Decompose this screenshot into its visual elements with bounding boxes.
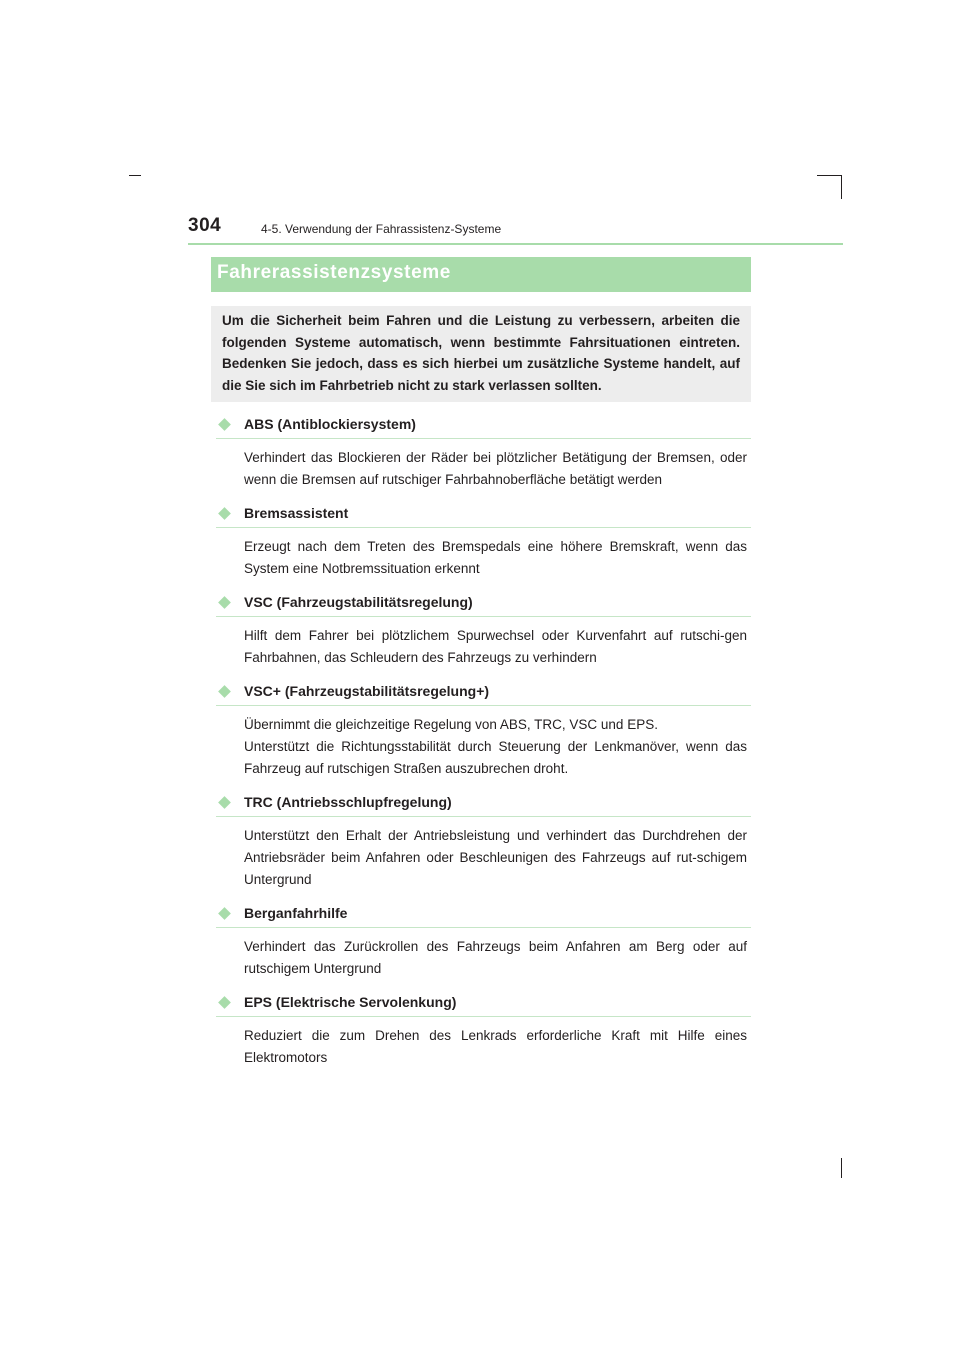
feature-item [216,681,751,780]
feature-title: VSC (Fahrzeugstabilitätsregelung) [244,594,473,610]
feature-heading [216,503,751,528]
feature-item [216,903,751,980]
feature-description-paragraph: Unterstützt die Richtungsstabilität durch Steuerung der Lenkmanöver, wenn das Fahrzeug auf rutschigen Straßen auszubrechen droht. [244,739,747,776]
feature-title: ABS (Antiblockiersystem) [244,416,416,432]
feature-item [216,992,751,1069]
page-title: Fahrerassistenzsysteme [217,262,451,283]
feature-description-paragraph: Reduziert die zum Drehen des Lenkrads erforderliche Kraft mit Hilfe eines Elektromotors [244,1028,747,1065]
crop-mark-top-right-h [817,175,842,176]
feature-title: VSC+ (Fahrzeugstabilitätsregelung+) [244,683,490,699]
diamond-bullet-icon [218,907,231,920]
crop-mark-top-right-v [841,175,842,199]
feature-description [244,714,747,780]
diamond-bullet-icon [218,685,231,698]
feature-heading [216,792,751,817]
feature-description [244,825,747,891]
section-title: 4-5. Verwendung der Fahrassistenz-Systeme [261,222,502,236]
feature-item [216,792,751,891]
intro-text: Um die Sicherheit beim Fahren und die Leistung zu verbessern, arbeiten die folgenden Systeme automatisch, wenn bestimmte Fahrsituationen eintreten. Bedenken Sie jedoch, dass es sich hierbei um zusätzliche Systeme handelt, auf die Sie sich im Fahrbetrieb nicht zu stark verlassen sollten. [222,313,740,393]
intro-box [211,306,751,402]
feature-heading [216,414,751,439]
crop-mark-top-left [129,175,141,176]
feature-description-paragraph: Verhindert das Blockieren der Räder bei plötzlicher Betätigung der Bremsen, oder wenn die Bremsen auf rutschiger Fahrbahnoberfläche betätigt werden [244,450,747,487]
feature-title: EPS (Elektrische Servolenkung) [244,994,457,1010]
feature-item [216,503,751,580]
feature-description-paragraph: Übernimmt die gleichzeitige Regelung von ABS, TRC, VSC und EPS. [244,717,658,732]
feature-heading [216,681,751,706]
feature-item [216,414,751,491]
feature-description-paragraph: Hilft dem Fahrer bei plötzlichem Spurwechsel oder Kurvenfahrt auf rutschi-gen Fahrbahnen, das Schleudern des Fahrzeugs zu verhindern [244,628,747,665]
feature-heading [216,592,751,617]
diamond-bullet-icon [218,418,231,431]
header-rule [188,243,843,245]
feature-item [216,592,751,669]
title-bar [211,257,751,292]
feature-description-paragraph: Unterstützt den Erhalt der Antriebsleistung und verhindert das Durchdrehen der Antriebsräder beim Anfahren oder Beschleunigen des Fahrzeugs auf rut-schigem Untergrund [244,828,747,887]
diamond-bullet-icon [218,507,231,520]
feature-list [216,414,751,1081]
feature-description [244,936,747,980]
feature-title: Bremsassistent [244,505,349,521]
feature-description [244,1025,747,1069]
feature-heading [216,992,751,1017]
crop-mark-bottom-right [841,1158,842,1178]
feature-title: TRC (Antriebsschlupfregelung) [244,794,452,810]
feature-description-paragraph: Verhindert das Zurückrollen des Fahrzeugs beim Anfahren am Berg oder auf rutschigem Untergrund [244,939,747,976]
feature-description-paragraph: Erzeugt nach dem Treten des Bremspedals eine höhere Bremskraft, wenn das System eine Notbremssituation erkennt [244,539,747,576]
diamond-bullet-icon [218,796,231,809]
page-number: 304 [188,215,222,236]
feature-description [244,625,747,669]
feature-title: Berganfahrhilfe [244,905,348,921]
diamond-bullet-icon [218,996,231,1009]
feature-description [244,536,747,580]
page-header [188,215,843,245]
feature-description [244,447,747,491]
diamond-bullet-icon [218,596,231,609]
feature-heading [216,903,751,928]
